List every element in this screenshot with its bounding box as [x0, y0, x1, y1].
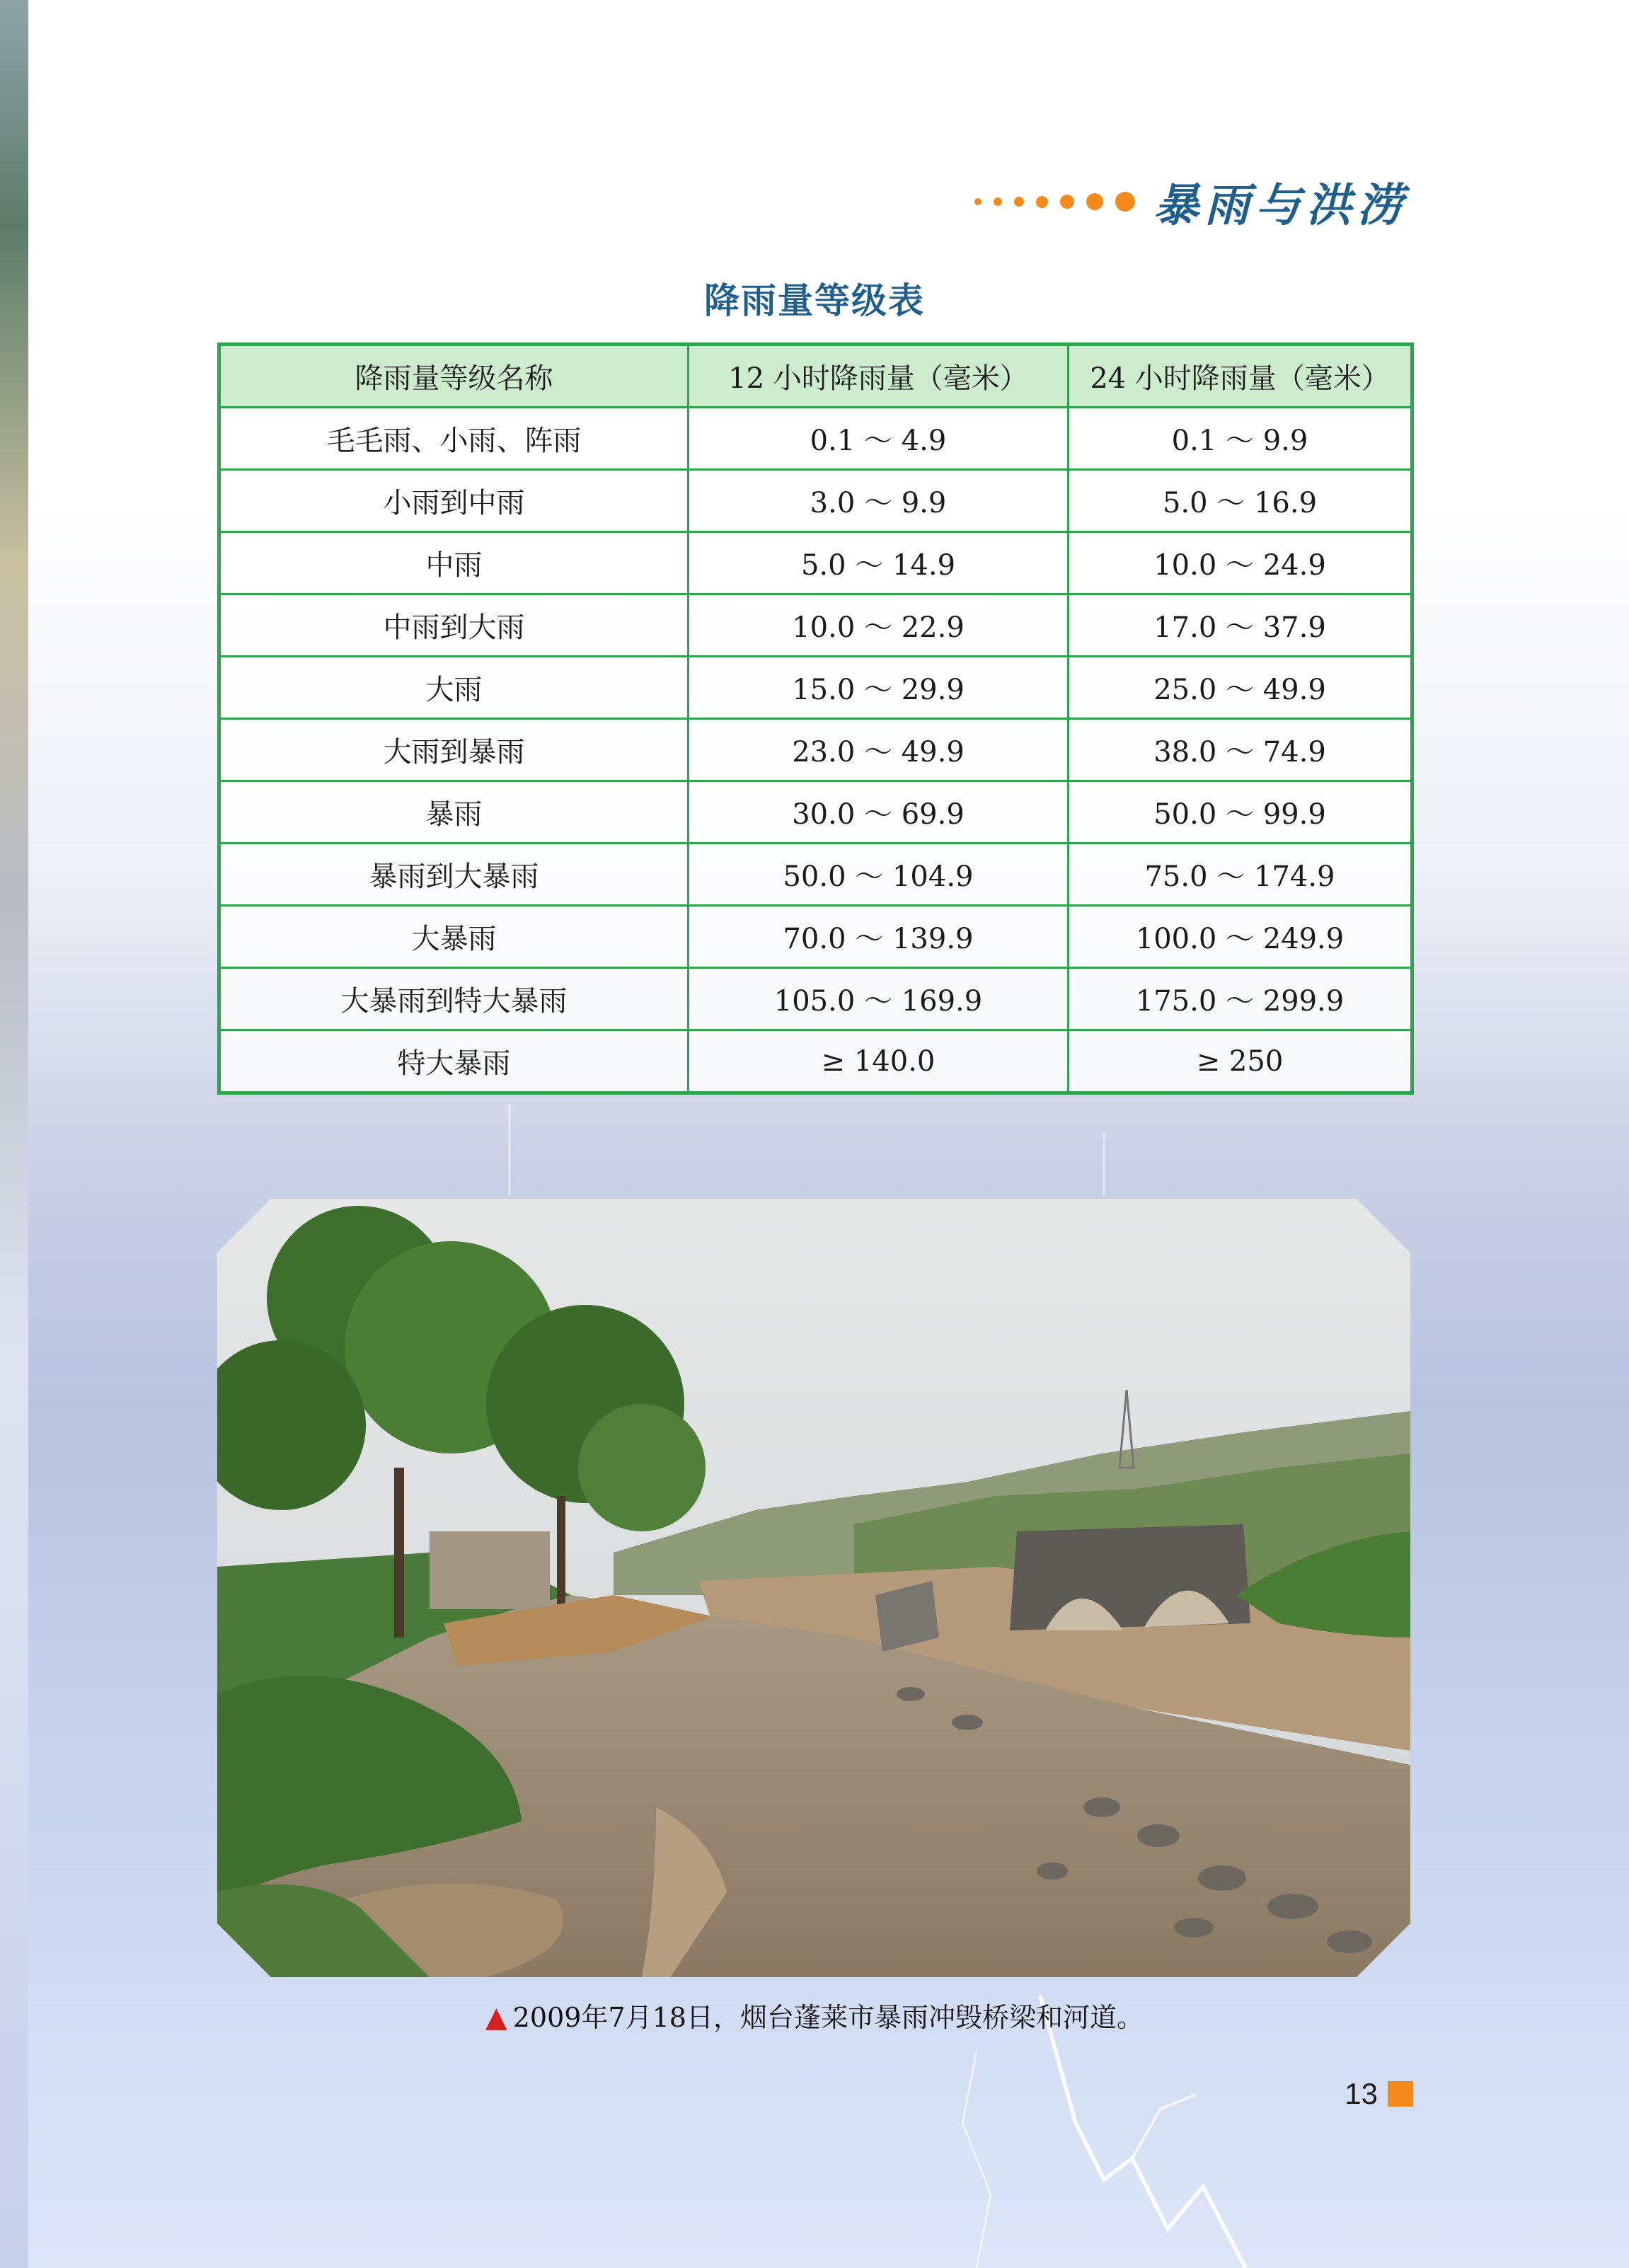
dot-icon: [994, 197, 1002, 206]
grade-name-cell: 大暴雨到特大暴雨: [219, 968, 689, 1030]
table-row: [219, 408, 1412, 470]
table-row: [219, 594, 1412, 657]
orange-square-icon: [1388, 2081, 1413, 2107]
dot-icon: [974, 198, 982, 205]
table-row: [219, 532, 1412, 594]
table-row: [219, 470, 1412, 532]
grade-name-cell: 毛毛雨、小雨、阵雨: [219, 408, 689, 470]
rain-12h-cell: ≥ 140.0: [689, 1030, 1069, 1093]
rain-12h-cell: 23.0 ～ 49.9: [689, 719, 1069, 781]
table-row: [219, 1030, 1412, 1093]
grade-name-cell: 暴雨到大暴雨: [219, 844, 689, 906]
flood-damaged-bridge-photo: [217, 1199, 1410, 1977]
grade-name-cell: 大雨到暴雨: [219, 719, 689, 781]
rainfall-grade-table: [217, 342, 1414, 1095]
grade-name-cell: 大雨: [219, 657, 689, 719]
caption-text: 2009年7月18日，烟台蓬莱市暴雨冲毁桥梁和河道。: [512, 2002, 1144, 2033]
table-header-row: [219, 345, 1412, 408]
photo-illustration: [217, 1199, 1410, 1977]
grade-name-cell: 大暴雨: [219, 906, 689, 968]
dot-icon: [1014, 197, 1024, 207]
photo-caption: [0, 1996, 1629, 2034]
rain-24h-cell: 175.0 ～ 299.9: [1069, 968, 1412, 1030]
rain-24h-cell: 17.0 ～ 37.9: [1069, 594, 1412, 657]
dot-icon: [1086, 193, 1103, 210]
table-title: 降雨量等级表: [704, 280, 925, 321]
page-number: [1345, 2077, 1413, 2111]
rain-12h-cell: 3.0 ～ 9.9: [689, 470, 1069, 532]
table-row: [219, 968, 1412, 1030]
dot-icon: [1036, 196, 1048, 208]
rain-24h-cell: 100.0 ～ 249.9: [1069, 906, 1412, 968]
column-header-12h: 12 小时降雨量（毫米）: [689, 345, 1069, 408]
triangle-marker-icon: ▲: [485, 2001, 507, 2034]
rain-24h-cell: 38.0 ～ 74.9: [1069, 719, 1412, 781]
dot-icon: [1060, 195, 1074, 209]
rain-24h-cell: ≥ 250: [1069, 1030, 1412, 1093]
rain-24h-cell: 50.0 ～ 99.9: [1069, 781, 1412, 844]
rain-12h-cell: 70.0 ～ 139.9: [689, 906, 1069, 968]
chapter-title: 暴雨与洪涝: [1153, 179, 1408, 232]
rain-12h-cell: 5.0 ～ 14.9: [689, 532, 1069, 594]
rain-24h-cell: 5.0 ～ 16.9: [1069, 470, 1412, 532]
decorative-dots: [974, 192, 1135, 212]
column-header-grade-name: 降雨量等级名称: [219, 345, 689, 408]
chapter-header: [974, 173, 1408, 230]
page-number-text: 13: [1345, 2077, 1378, 2110]
grade-name-cell: 暴雨: [219, 781, 689, 844]
column-header-24h: 24 小时降雨量（毫米）: [1069, 345, 1412, 408]
rain-24h-cell: 0.1 ～ 9.9: [1069, 408, 1412, 470]
table-row: [219, 781, 1412, 844]
dot-icon: [1115, 192, 1135, 212]
table-row: [219, 719, 1412, 781]
rain-12h-cell: 15.0 ～ 29.9: [689, 657, 1069, 719]
rain-12h-cell: 30.0 ～ 69.9: [689, 781, 1069, 844]
rain-12h-cell: 10.0 ～ 22.9: [689, 594, 1069, 657]
grade-name-cell: 中雨: [219, 532, 689, 594]
rain-12h-cell: 50.0 ～ 104.9: [689, 844, 1069, 906]
rain-24h-cell: 25.0 ～ 49.9: [1069, 657, 1412, 719]
rain-24h-cell: 10.0 ～ 24.9: [1069, 532, 1412, 594]
grade-name-cell: 小雨到中雨: [219, 470, 689, 532]
rain-24h-cell: 75.0 ～ 174.9: [1069, 844, 1412, 906]
grade-name-cell: 中雨到大雨: [219, 594, 689, 657]
grade-name-cell: 特大暴雨: [219, 1030, 689, 1093]
table-row: [219, 906, 1412, 968]
table-row: [219, 657, 1412, 719]
rain-12h-cell: 0.1 ～ 4.9: [689, 408, 1069, 470]
rain-12h-cell: 105.0 ～ 169.9: [689, 968, 1069, 1030]
table-row: [219, 844, 1412, 906]
